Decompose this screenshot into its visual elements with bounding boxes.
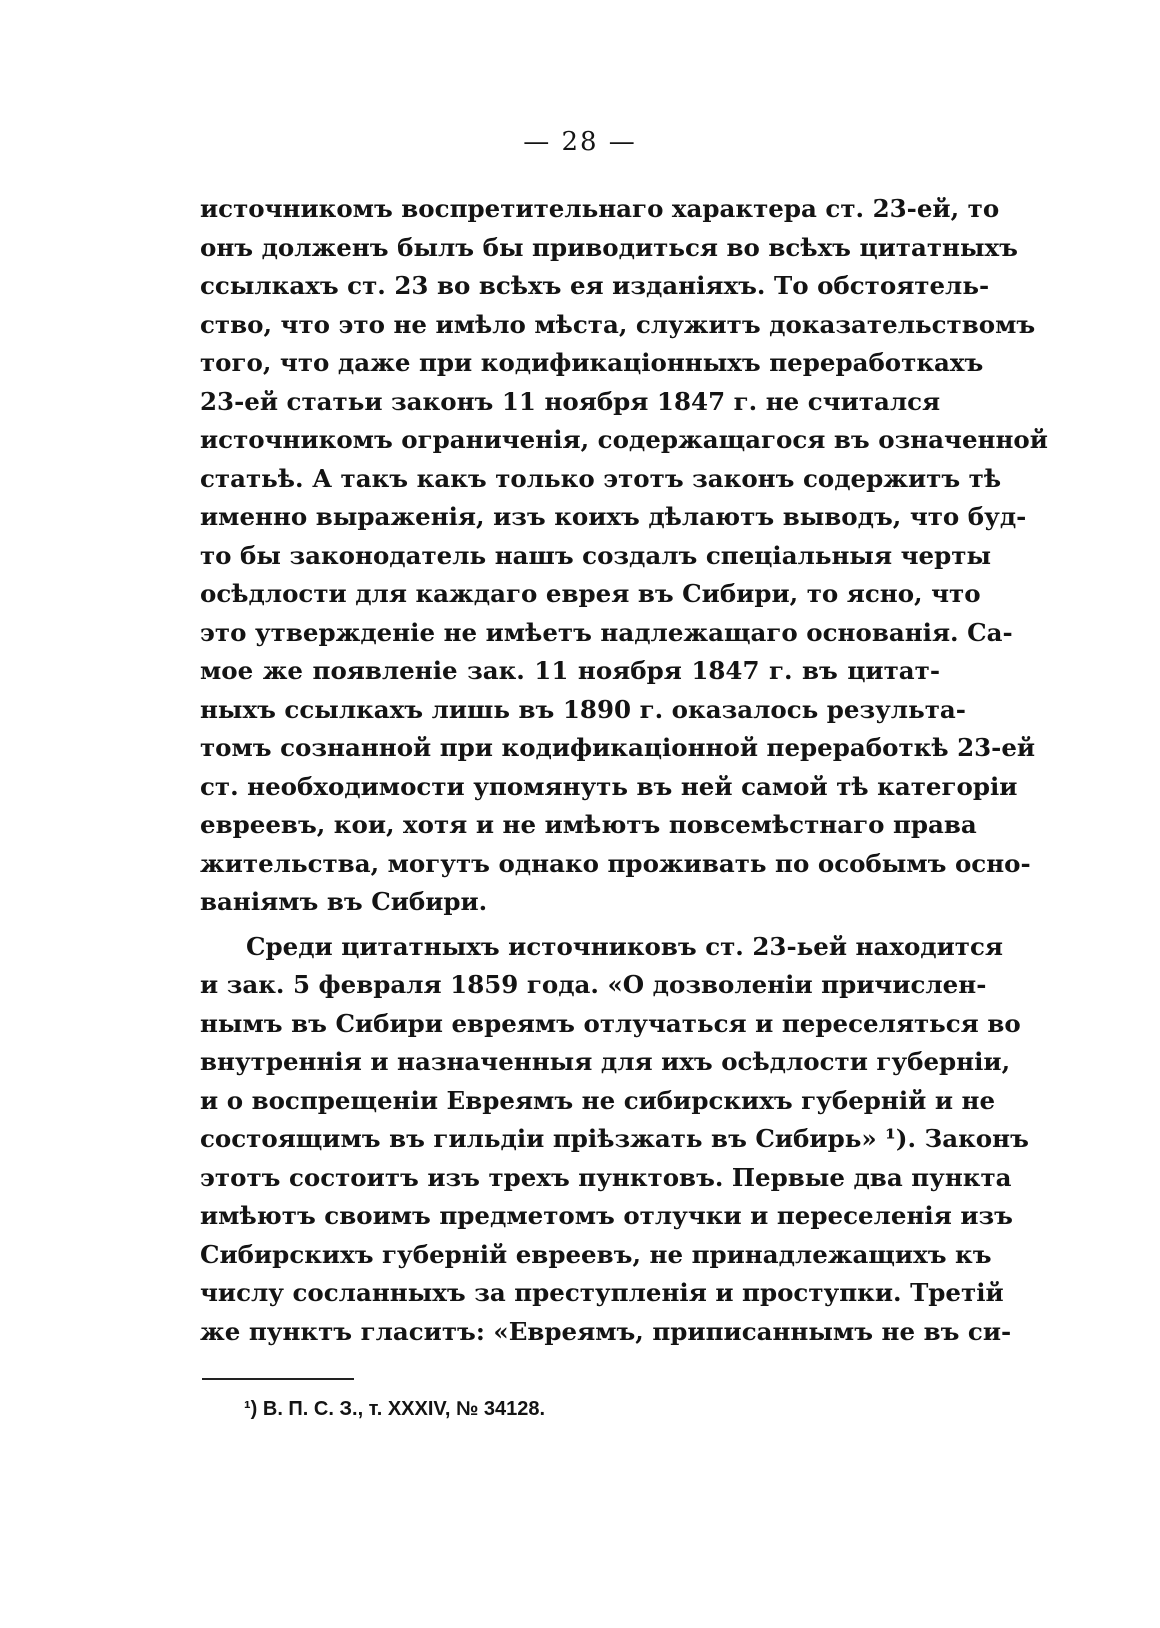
text-line: это утвержденіе не имѣетъ надлежащаго основанія. Са- xyxy=(200,617,1013,647)
footnote-divider xyxy=(202,1378,354,1380)
text-line: и зак. 5 февраля 1859 года. «О дозволеніи причислен- xyxy=(200,970,987,999)
text-line: 23-ей статьи законъ 11 ноября 1847 г. не считался xyxy=(200,386,941,416)
text-line: статьѣ. А такъ какъ только этотъ законъ содержитъ тѣ xyxy=(200,463,1002,493)
text-line: внутреннія и назначенныя для ихъ осѣдлости губерніи, xyxy=(200,1047,1011,1076)
text-line: ство, что это не имѣло мѣста, служитъ доказательствомъ xyxy=(200,309,1036,339)
text-line: именно выраженія, изъ коихъ дѣлаютъ выводъ, что буд- xyxy=(200,502,1027,531)
text-line: источникомъ воспретительнаго характера ст. 23-ей, то xyxy=(200,194,1000,223)
text-line: томъ сознанной при кодификаціонной переработкѣ 23-ей xyxy=(200,733,1036,762)
text-line: евреевъ, кои, хотя и не имѣютъ повсемѣстнаго права xyxy=(200,810,977,839)
text-line: осѣдлости для каждаго еврея въ Сибири, то ясно, что xyxy=(200,579,981,608)
page-number: — 28 — xyxy=(523,127,637,157)
text-line: ваніямъ въ Сибири. xyxy=(200,887,488,916)
paragraph-2 xyxy=(200,928,1029,1352)
footnote: ¹) В. П. С. З., т. XXXIV, № 34128. xyxy=(244,1398,546,1420)
text-line: источникомъ ограниченія, содержащагося въ означенной xyxy=(200,425,1048,454)
text-line: то бы законодатель нашъ создалъ спеціальныя черты xyxy=(200,540,991,570)
text-line: мое же появленіе зак. 11 ноября 1847 г. въ цитат- xyxy=(200,656,940,685)
text-line: жительства, могутъ однако проживать по особымъ осно- xyxy=(200,848,1031,878)
text-line: нымъ въ Сибири евреямъ отлучаться и переселяться во xyxy=(200,1008,1021,1038)
text-line: имѣютъ своимъ предметомъ отлучки и переселенія изъ xyxy=(200,1201,1013,1230)
body-text xyxy=(200,190,1048,1351)
text-line: ссылкахъ ст. 23 во всѣхъ ея изданіяхъ. То обстоятель- xyxy=(200,271,990,300)
text-line: Среди цитатныхъ источниковъ ст. 23-ьей находится xyxy=(246,931,1003,961)
text-line: онъ долженъ былъ бы приводиться во всѣхъ цитатныхъ xyxy=(200,232,1018,262)
text-line: ст. необходимости упомянуть въ ней самой тѣ категоріи xyxy=(200,771,1018,801)
text-line: числу сосланныхъ за преступленія и проступки. Третій xyxy=(200,1278,1004,1307)
text-line: этотъ состоитъ изъ трехъ пунктовъ. Первые два пункта xyxy=(200,1162,1012,1192)
text-line: же пунктъ гласитъ: «Евреямъ, приписаннымъ не въ си- xyxy=(200,1316,1012,1346)
text-line: ныхъ ссылкахъ лишь въ 1890 г. оказалось результа- xyxy=(200,694,966,724)
text-line: состоящимъ въ гильдіи пріѣзжать въ Сибирь» ¹). Законъ xyxy=(200,1124,1029,1153)
text-line: и о воспрещеніи Евреямъ не сибирскихъ губерній и не xyxy=(200,1085,996,1115)
text-line: того, что даже при кодификаціонныхъ переработкахъ xyxy=(200,348,984,377)
text-line: Сибирскихъ губерній евреевъ, не принадлежащихъ къ xyxy=(200,1239,992,1269)
paragraph-1 xyxy=(200,190,1048,922)
